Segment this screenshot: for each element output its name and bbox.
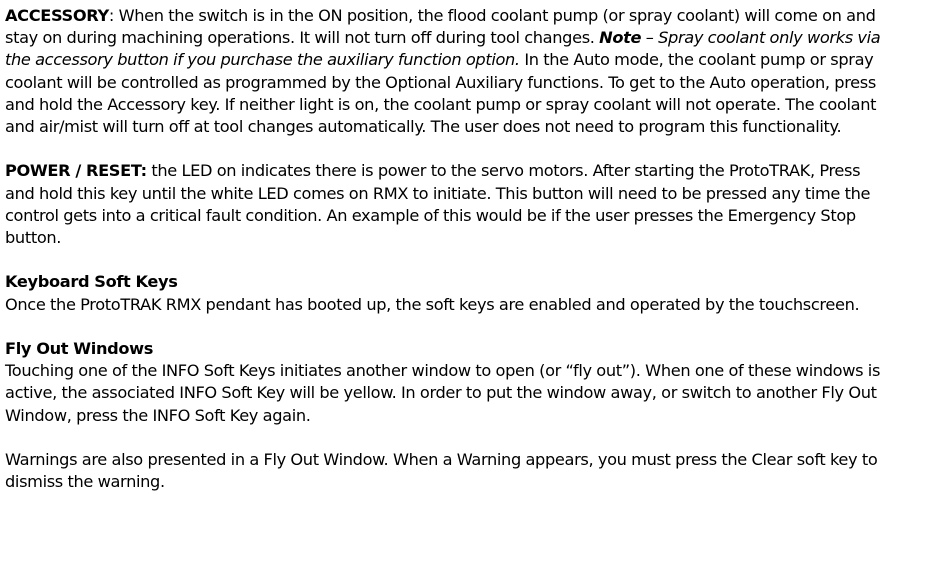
power-reset-paragraph: [5, 160, 885, 249]
accessory-paragraph: [5, 5, 885, 138]
warnings-paragraph: Warnings are also presented in a Fly Out Window. When a Warning appears, you must press the Clear soft key to dismiss the warning.: [5, 450, 878, 492]
accessory-term: ACCESSORY: [5, 6, 109, 25]
paragraph-spacer: [5, 316, 885, 338]
power-reset-text: the LED on indicates there is power to the servo motors. After starting the ProtoTRAK, Press and hold this key until the white LED comes on RMX to initiate. This button will need to be pressed any time the control gets into a critical fault condition. An example of this would be if the user presses the Emergency Stop button.: [5, 161, 871, 248]
note-label: Note: [599, 28, 642, 48]
keyboard-soft-keys-paragraph: Once the ProtoTRAK RMX pendant has booted up, the soft keys are enabled and operated by the touchscreen.: [5, 294, 860, 314]
note-text: Spray coolant only works via the accessory button if you purchase the auxiliary function option.: [5, 28, 881, 70]
paragraph-spacer: [5, 249, 885, 271]
note-dash: –: [641, 28, 659, 48]
paragraph-spacer: [5, 138, 885, 160]
accessory-text-1: When the switch is in the ON position, the flood coolant pump (or spray coolant) will come on and stay on during machining operations. It will not turn off during tool changes.: [5, 6, 876, 48]
paragraph-spacer: [5, 427, 885, 449]
accessory-colon: :: [108, 6, 114, 25]
fly-out-windows-paragraph: Touching one of the INFO Soft Keys initiates another window to open (or “fly out”). When one of these windows is active, the associated INFO Soft Key will be yellow. In order to put the window away, or switch to another Fly Out Window, press the INFO Soft Key again.: [5, 361, 881, 425]
accessory-text-2: In the Auto mode, the coolant pump or spray coolant will be controlled as programmed by the Optional Auxiliary functions. To get to the Auto operation, press and hold the Accessory key. If neither light is on, the coolant pump or spray coolant will not operate. The coolant and air/mist will turn off at tool changes automatically. The user does not need to program this functionality.: [5, 50, 877, 137]
fly-out-windows-heading: Fly Out Windows: [5, 339, 154, 358]
document-body: [5, 5, 885, 493]
keyboard-soft-keys-heading: Keyboard Soft Keys: [5, 272, 178, 292]
power-reset-term: POWER / RESET:: [5, 161, 147, 181]
